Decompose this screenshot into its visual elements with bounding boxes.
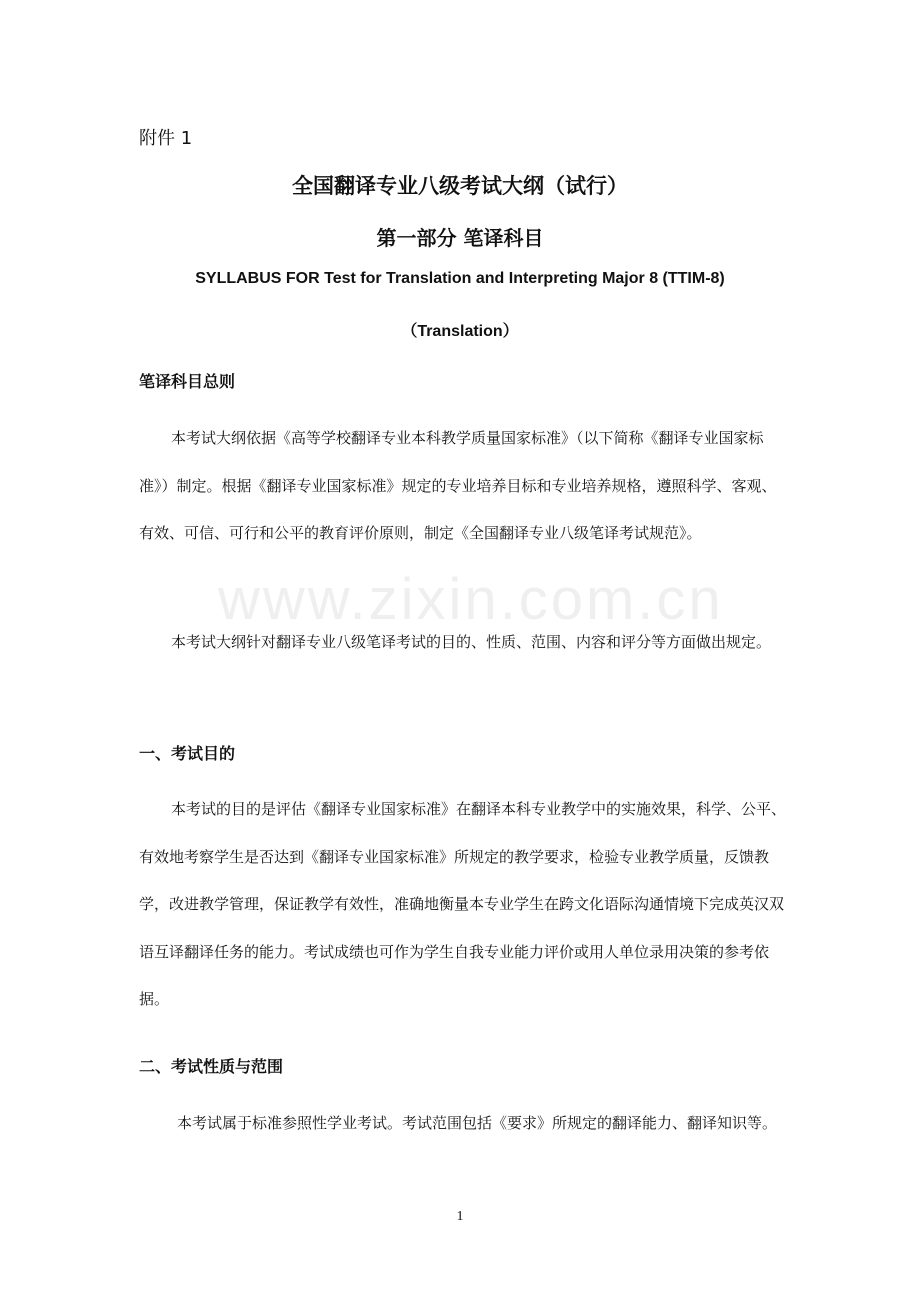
- section-heading-nature-scope: 二、考试性质与范围: [139, 1057, 284, 1076]
- paragraph-general-1: 本考试大纲依据《高等学校翻译专业本科教学质量国家标准》（以下简称《翻译专业国家标准》）制定。根据《翻译专业国家标准》规定的专业培养目标和专业培养规格，遵照科学、客观、有效、可信、可行和公平的教育评价原则，制定《全国翻译专业八级笔译考试规范》。: [139, 429, 777, 542]
- attachment-label: 附件 1: [139, 128, 193, 149]
- english-title: SYLLABUS FOR Test for Translation and Interpreting Major 8 (TTIM-8): [195, 270, 725, 287]
- document-title: 全国翻译专业八级考试大纲（试行）: [292, 174, 628, 198]
- english-subtitle: （Translation）: [401, 323, 519, 340]
- watermark: www.zixin.com.cn: [218, 567, 724, 632]
- paragraph-nature-scope-1: 本考试属于标准参照性学业考试。考试范围包括《要求》所规定的翻译能力、翻译知识等。: [177, 1114, 778, 1132]
- paragraph-purpose-1: 本考试的目的是评估《翻译专业国家标准》在翻译本科专业教学中的实施效果，科学、公平、有效地考察学生是否达到《翻译专业国家标准》所规定的教学要求，检验专业教学质量，反馈教学，改进教学管理，保证教学有效性，准确地衡量本专业学生在跨文化语际沟通情境下完成英汉双语互译翻译任务的能力。考试成绩也可作为学生自我专业能力评价或用人单位录用决策的参考依据。: [139, 800, 787, 1008]
- document-subtitle: 第一部分 笔译科目: [376, 226, 544, 250]
- section-heading-general: 笔译科目总则: [139, 372, 236, 391]
- section-heading-purpose: 一、考试目的: [139, 744, 236, 763]
- page-number: 1: [456, 1209, 464, 1224]
- paragraph-general-2: 本考试大纲针对翻译专业八级笔译考试的目的、性质、范围、内容和评分等方面做出规定。: [171, 633, 772, 651]
